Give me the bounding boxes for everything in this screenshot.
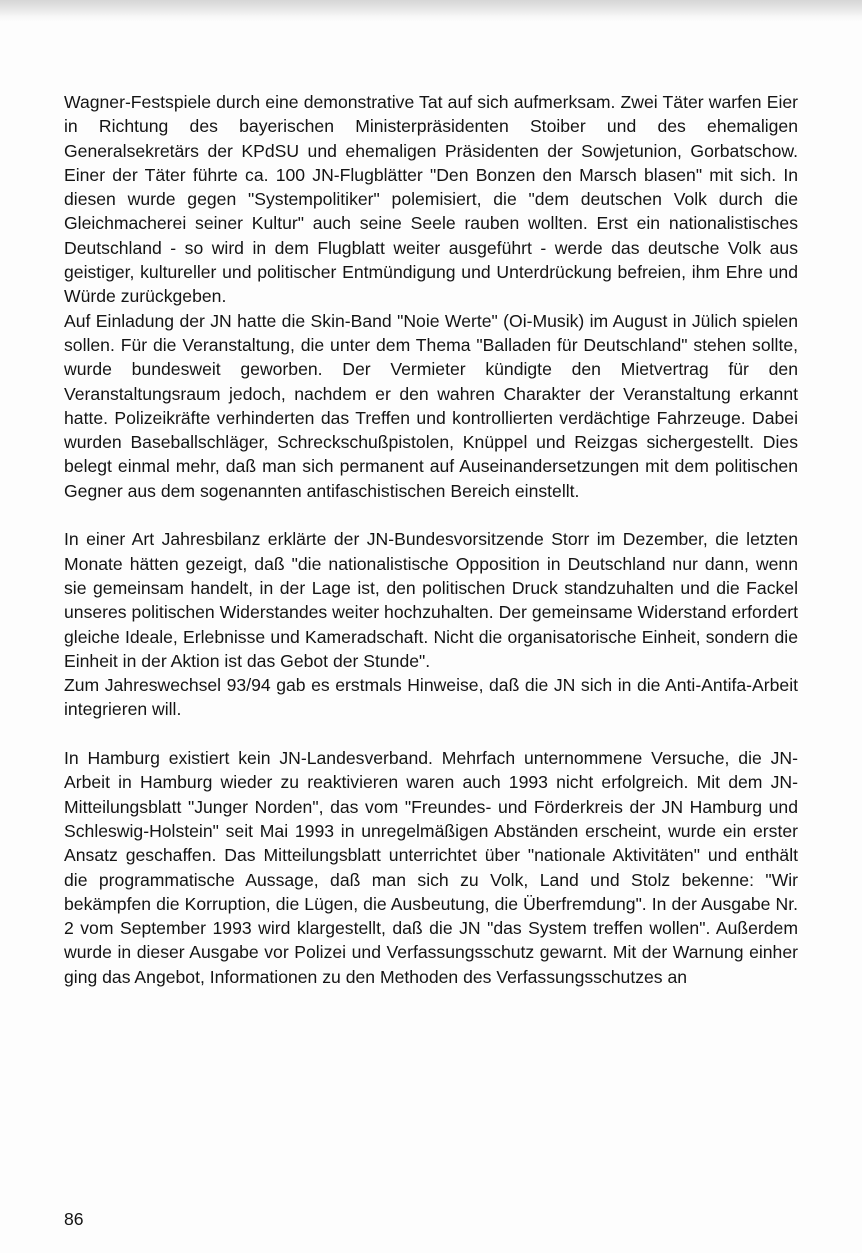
paragraph-anti-antifa: Zum Jahreswechsel 93/94 gab es erstmals Hinweise, daß die JN sich in die Anti-Antifa-Arbeit integrieren will. [64, 675, 798, 720]
paragraph-jahresbilanz: In einer Art Jahresbilanz erklärte der JN-Bundesvorsitzende Storr im Dezember, die letzten Monate hätten gezeigt, daß "die nationalistische Opposition in Deutschland nur dann, wenn sie gemeinsam handelt, in der Lage ist, den politischen Druck standzuhalten und die Fackel unseres politischen Widerstandes weiter hochzuhalten. Der gemeinsame Widerstand erfordert gleiche Ideale, Erlebnisse und Kameradschaft. Nicht die organisatorische Einheit, sondern die Einheit in der Aktion ist das Gebot der Stunde". [64, 529, 798, 671]
scan-top-edge-shadow [0, 0, 862, 22]
paragraph-gap [64, 722, 798, 746]
paragraph-noie-werte: Auf Einladung der JN hatte die Skin-Band "Noie Werte" (Oi-Musik) im August in Jülich spielen sollen. Für die Veranstaltung, die unter dem Thema "Balladen für Deutschland" stehen sollte, wurde bundesweit geworben. Der Vermieter kündigte den Mietvertrag für den Veranstaltungsraum jedoch, nachdem er den wahren Charakter der Veranstaltung erkannt hatte. Polizeikräfte verhinderten das Treffen und kontrollierten verdächtige Fahrzeuge. Dabei wurden Baseballschläger, Schreckschußpistolen, Knüppel und Reizgas sichergestellt. Dies belegt einmal mehr, daß man sich permanent auf Auseinandersetzungen mit dem politischen Gegner aus dem sogenannten antifaschistischen Bereich einstellt. [64, 310, 798, 501]
paragraph-gap [64, 503, 798, 527]
paragraph-hamburg: In Hamburg existiert kein JN-Landesverband. Mehrfach unternommene Versuche, die JN-Arbeit in Hamburg wieder zu reaktivieren waren auch 1993 nicht erfolgreich. Mit dem JN-Mitteilungsblatt "Junger Norden", das vom "Freundes- und Förderkreis der JN Hamburg und Schleswig-Holstein" seit Mai 1993 in unregelmäßigen Abständen erscheint, wurde ein erster Ansatz geschaffen. Das Mitteilungsblatt unterrichtet über "nationale Aktivitäten" und enthält die programmatische Aussage, daß man sich zu Volk, Land und Stolz bekenne: "Wir bekämpfen die Korruption, die Lügen, die Ausbeutung, die Überfremdung". In der Ausgabe Nr. 2 vom September 1993 wird klargestellt, daß die JN "das System treffen wollen". Außerdem wurde in dieser Ausgabe vor Polizei und Verfassungsschutz gewarnt. Mit der Warnung einher ging das Angebot, Informationen zu den Methoden des Verfassungsschutzes an [64, 748, 798, 987]
paragraph-wagner-festspiele: Wagner-Festspiele durch eine demonstrative Tat auf sich aufmerksam. Zwei Täter warfen Eier in Richtung des bayerischen Ministerpräsidenten Stoiber und des ehemaligen Generalsekretärs der KPdSU und ehemaligen Präsidenten der Sowjetunion, Gorbatschow. Einer der Täter führte ca. 100 JN-Flugblätter "Den Bonzen den Marsch blasen" mit sich. In diesen wurde gegen "Systempolitiker" polemisiert, die "dem deutschen Volk durch die Gleichmacherei seiner Kultur" auch seine Seele rauben wollten. Erst ein nationalistisches Deutschland - so wird in dem Flugblatt weiter ausgeführt - werde das deutsche Volk aus geistiger, kultureller und politischer Entmündigung und Unterdrückung befreien, ihm Ehre und Würde zurückgeben. [64, 92, 798, 307]
body-text [64, 90, 798, 989]
page-number: 86 [64, 1209, 84, 1229]
